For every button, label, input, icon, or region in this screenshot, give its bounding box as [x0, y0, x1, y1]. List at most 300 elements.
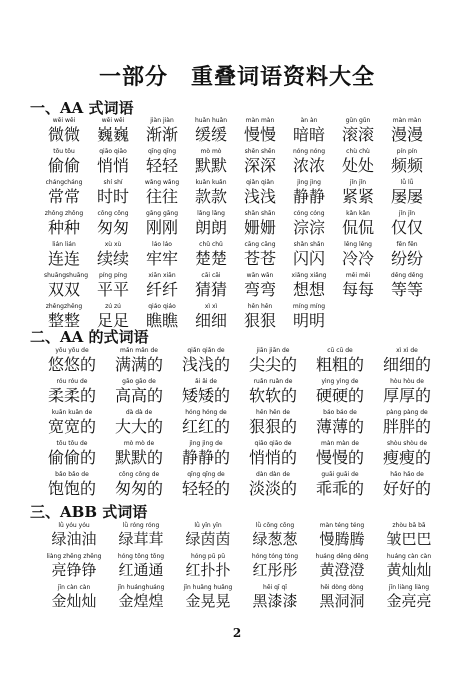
pinyin: jiān jiān de: [256, 347, 290, 354]
pinyin: shān shān: [244, 210, 276, 217]
word-entry: [111, 584, 171, 611]
word-entry: [191, 241, 231, 268]
page-title: 一部分 重叠词语资料大全: [98, 64, 375, 90]
pinyin: zú zú: [105, 303, 121, 310]
pinyin: shí shí: [103, 179, 123, 186]
pinyin: shuāngshuāng: [44, 272, 89, 279]
pinyin: qiāo qiāo de: [254, 440, 292, 447]
word-entry: [289, 303, 329, 330]
pinyin: jīn càn càn: [57, 584, 91, 591]
chinese-word: 悠悠的: [47, 355, 96, 374]
chinese-word: 匆匆的: [114, 479, 163, 498]
pinyin: děng děng: [390, 272, 424, 279]
chinese-word: 慢慢: [243, 125, 276, 144]
chinese-word: 种种: [47, 218, 80, 237]
word-entry: [191, 179, 231, 206]
pinyin: píng píng: [98, 272, 128, 279]
chinese-word: 金晃晃: [185, 592, 231, 610]
chinese-word: 朗朗: [194, 218, 227, 237]
pinyin: zhǒng zhǒng: [44, 210, 84, 217]
pinyin: lǜ yīn yīn: [194, 522, 222, 529]
word-entry: [44, 210, 84, 237]
pinyin: jǐn jǐn: [398, 210, 416, 217]
chinese-word: 双双: [47, 280, 80, 299]
chinese-word: 姗姗: [243, 218, 276, 237]
pinyin: jīn liàng liàng: [388, 584, 430, 591]
pinyin: wān wān: [246, 272, 274, 279]
chinese-word: 侃侃: [341, 218, 374, 237]
chinese-word: 轻轻: [145, 156, 178, 175]
chinese-word: 轻轻的: [181, 479, 230, 498]
pinyin: liàng zhēng zhēng: [46, 553, 102, 560]
chinese-word: 黄澄澄: [319, 561, 365, 579]
word-entry: [142, 117, 182, 144]
chinese-word: 柔柔的: [47, 386, 96, 405]
pinyin: wǎng wǎng: [144, 179, 180, 186]
word-entry: [379, 584, 439, 611]
section-heading-aa-de: 二、AA 的式词语: [30, 328, 149, 346]
chinese-word: 红彤彤: [252, 561, 298, 579]
pinyin: huǎn huǎn: [194, 117, 228, 124]
pinyin: shòu shòu de: [386, 440, 428, 447]
chinese-word: 纷纷: [390, 249, 423, 268]
word-entry: [240, 210, 280, 237]
pinyin: màn màn de: [321, 440, 359, 447]
pinyin: àn àn: [300, 117, 318, 124]
pinyin: hēi qī qī: [263, 584, 287, 591]
pinyin: lěng lěng: [344, 241, 372, 248]
pinyin: lǜ cōng cōng: [255, 522, 295, 529]
chinese-word: 金煌煌: [118, 592, 164, 610]
pinyin: shēn shēn: [244, 148, 276, 155]
word-entry: [191, 148, 231, 175]
pinyin: chángcháng: [45, 179, 83, 186]
pinyin: lǎng lǎng: [197, 210, 225, 217]
chinese-word: 漫漫: [390, 125, 423, 144]
pinyin: chù chù: [346, 148, 370, 155]
word-entry: [44, 440, 100, 467]
chinese-word: 悄悄的: [248, 448, 297, 467]
pinyin: hěn hěn de: [256, 409, 290, 416]
pinyin: yìng yìng de: [321, 378, 359, 385]
chinese-word: 满满的: [114, 355, 163, 374]
chinese-word: 屡屡: [390, 187, 423, 206]
pinyin: jiàn jiàn: [150, 117, 174, 124]
word-entry: [191, 117, 231, 144]
word-entry: [245, 553, 305, 580]
chinese-word: 亮铮铮: [51, 561, 97, 579]
pinyin: jīn huǎng huǎng: [183, 584, 233, 591]
word-entry: [178, 378, 234, 405]
chinese-word: 想想: [292, 280, 325, 299]
pinyin: jìng jìng de: [189, 440, 223, 447]
word-entry: [142, 179, 182, 206]
pinyin: shǎn shǎn: [293, 241, 325, 248]
word-entry: [111, 440, 167, 467]
chinese-word: 金灿灿: [51, 592, 97, 610]
pinyin: qiǎn qiǎn de: [187, 347, 225, 354]
word-entry: [178, 471, 234, 498]
page-number: 2: [232, 626, 242, 640]
chinese-word: 红红的: [181, 417, 230, 436]
pinyin: zhòu bā bā: [392, 522, 426, 529]
chinese-word: 牢牢: [145, 249, 178, 268]
word-entry: [289, 117, 329, 144]
chinese-word: 黑洞洞: [319, 592, 365, 610]
chinese-word: 静静的: [181, 448, 230, 467]
word-entry: [240, 272, 280, 299]
pinyin: jīn huánghuáng: [117, 584, 165, 591]
word-entry: [379, 347, 435, 374]
chinese-word: 胖胖的: [382, 417, 431, 436]
pinyin: xù xù: [104, 241, 122, 248]
word-entry: [111, 347, 167, 374]
word-entry: [142, 272, 182, 299]
pinyin: lǜ róng róng: [122, 522, 160, 529]
word-entry: [312, 553, 372, 580]
chinese-word: 冷冷: [341, 249, 374, 268]
word-entry: [44, 584, 104, 611]
pinyin: cōng cōng: [97, 210, 129, 217]
word-entry: [142, 241, 182, 268]
section-heading-abb: 三、ABB 式词语: [30, 503, 148, 521]
word-entry: [338, 179, 378, 206]
pinyin: gāo gāo de: [122, 378, 156, 385]
chinese-word: 悄悄: [96, 156, 129, 175]
word-entry: [379, 378, 435, 405]
word-entry: [312, 409, 368, 436]
word-entry: [44, 241, 84, 268]
chinese-word: 细细: [194, 311, 227, 330]
word-entry: [312, 378, 368, 405]
chinese-word: 绿油油: [51, 530, 97, 548]
pinyin: fēn fēn: [396, 241, 418, 248]
word-entry: [111, 471, 167, 498]
chinese-word: 好好的: [382, 479, 431, 498]
chinese-word: 瞧瞧: [145, 311, 178, 330]
pinyin: gǔn gǔn: [345, 117, 371, 124]
word-entry: [178, 409, 234, 436]
pinyin: mǎn mǎn de: [120, 347, 158, 354]
word-entry: [245, 378, 301, 405]
pinyin: xiǎng xiǎng: [291, 272, 327, 279]
pinyin: hóng tōng tōng: [117, 553, 165, 560]
word-entry: [338, 272, 378, 299]
pinyin: tōu tōu: [53, 148, 75, 155]
chinese-word: 匆匆: [96, 218, 129, 237]
word-entry: [240, 241, 280, 268]
word-entry: [44, 272, 89, 299]
pinyin: mò mò de: [123, 440, 155, 447]
chinese-word: 楚楚: [194, 249, 227, 268]
pinyin: cōng cōng de: [118, 471, 160, 478]
pinyin: róu róu de: [56, 378, 88, 385]
chinese-word: 薄薄的: [315, 417, 364, 436]
pinyin: dàn dàn de: [256, 471, 290, 478]
chinese-word: 平平: [96, 280, 129, 299]
word-entry: [289, 179, 329, 206]
chinese-word: 粗粗的: [315, 355, 364, 374]
chinese-word: 频频: [390, 156, 423, 175]
word-entry: [289, 241, 329, 268]
chinese-word: 软软的: [248, 386, 297, 405]
word-entry: [245, 471, 301, 498]
chinese-word: 矮矮的: [181, 386, 230, 405]
chinese-word: 红扑扑: [185, 561, 231, 579]
pinyin: kǎn kǎn: [346, 210, 370, 217]
word-entry: [178, 584, 238, 611]
word-entry: [387, 117, 427, 144]
word-entry: [312, 471, 368, 498]
chinese-word: 狠狠的: [248, 417, 297, 436]
pinyin: tōu tōu de: [56, 440, 88, 447]
chinese-word: 黄灿灿: [386, 561, 432, 579]
word-entry: [245, 440, 301, 467]
pinyin: mò mò: [200, 148, 222, 155]
word-entry: [44, 553, 104, 580]
pinyin: pín pín: [396, 148, 418, 155]
word-entry: [312, 584, 372, 611]
chinese-word: 黑漆漆: [252, 592, 298, 610]
pinyin: dà dà de: [125, 409, 153, 416]
word-entry: [191, 272, 231, 299]
chinese-word: 饱饱的: [47, 479, 96, 498]
pinyin: láo láo: [152, 241, 172, 248]
pinyin: hòu hòu de: [390, 378, 424, 385]
pinyin: ruǎn ruǎn de: [253, 378, 293, 385]
chinese-word: 淙淙: [292, 218, 325, 237]
word-entry: [289, 272, 329, 299]
chinese-word: 细细的: [382, 355, 431, 374]
word-entry: [178, 347, 234, 374]
chinese-word: 闪闪: [292, 249, 325, 268]
chinese-word: 金亮亮: [386, 592, 432, 610]
chinese-word: 连连: [47, 249, 80, 268]
pinyin: wēi wēi: [52, 117, 76, 124]
chinese-word: 宽宽的: [47, 417, 96, 436]
word-entry: [178, 522, 238, 549]
word-entry: [191, 210, 231, 237]
chinese-word: 微微: [47, 125, 80, 144]
chinese-word: 缓缓: [194, 125, 227, 144]
pinyin: chǔ chǔ: [199, 241, 223, 248]
word-entry: [289, 148, 329, 175]
pinyin: ǎi ǎi de: [194, 378, 217, 385]
pinyin: gāng gāng: [145, 210, 179, 217]
pinyin: màn màn: [245, 117, 275, 124]
word-entry: [111, 409, 167, 436]
word-entry: [240, 303, 280, 330]
word-entry: [93, 210, 133, 237]
chinese-word: 尖尖的: [248, 355, 297, 374]
chinese-word: 续续: [96, 249, 129, 268]
chinese-word: 大大的: [114, 417, 163, 436]
chinese-word: 渐渐: [145, 125, 178, 144]
word-entry: [44, 522, 104, 549]
word-entry: [338, 148, 378, 175]
word-entry: [93, 148, 133, 175]
pinyin: cāng cāng: [244, 241, 276, 248]
chinese-word: 等等: [390, 280, 423, 299]
section-heading-aa: 一、AA 式词语: [30, 99, 134, 117]
pinyin: hēi dòng dòng: [320, 584, 364, 591]
pinyin: xì xì: [204, 303, 218, 310]
chinese-word: 默默的: [114, 448, 163, 467]
pinyin: bǎo bǎo de: [55, 471, 89, 478]
word-entry: [44, 471, 100, 498]
word-entry: [245, 584, 305, 611]
chinese-word: 猜猜: [194, 280, 227, 299]
word-entry: [379, 440, 435, 467]
chinese-word: 巍巍: [96, 125, 129, 144]
pinyin: cāi cāi: [201, 272, 221, 279]
word-entry: [111, 553, 171, 580]
chinese-word: 深深: [243, 156, 276, 175]
pinyin: xiān xiān: [148, 272, 176, 279]
word-entry: [111, 378, 167, 405]
word-entry: [240, 148, 280, 175]
chinese-word: 绿茵茵: [185, 530, 231, 548]
pinyin: hóng hóng de: [185, 409, 227, 416]
pinyin: kuǎn kuǎn: [195, 179, 227, 186]
pinyin: màn màn: [392, 117, 422, 124]
word-entry: [44, 378, 100, 405]
word-entry: [142, 210, 182, 237]
pinyin: hóng pū pū: [190, 553, 226, 560]
word-entry: [387, 241, 427, 268]
word-entry: [178, 440, 234, 467]
chinese-word: 暗暗: [292, 125, 325, 144]
chinese-word: 皱巴巴: [386, 530, 432, 548]
chinese-word: 足足: [96, 311, 129, 330]
word-entry: [338, 241, 378, 268]
pinyin: hóng tóng tóng: [251, 553, 299, 560]
pinyin: míng míng: [292, 303, 326, 310]
chinese-word: 明明: [292, 311, 325, 330]
word-entry: [93, 117, 133, 144]
pinyin: měi měi: [345, 272, 371, 279]
word-entry: [338, 117, 378, 144]
word-entry: [44, 179, 84, 206]
pinyin: zhěngzhěng: [45, 303, 83, 310]
word-entry: [178, 553, 238, 580]
chinese-word: 纤纤: [145, 280, 178, 299]
chinese-word: 偷偷: [47, 156, 80, 175]
chinese-word: 静静: [292, 187, 325, 206]
chinese-word: 处处: [341, 156, 374, 175]
word-entry: [387, 148, 427, 175]
word-entry: [245, 522, 305, 549]
chinese-word: 弯弯: [243, 280, 276, 299]
chinese-word: 高高的: [114, 386, 163, 405]
chinese-word: 浅浅: [243, 187, 276, 206]
chinese-word: 苍苍: [243, 249, 276, 268]
word-entry: [44, 409, 100, 436]
word-entry: [240, 179, 280, 206]
word-entry: [312, 522, 372, 549]
chinese-word: 时时: [96, 187, 129, 206]
chinese-word: 慢慢的: [315, 448, 364, 467]
word-entry: [387, 179, 427, 206]
word-entry: [93, 272, 133, 299]
chinese-word: 往往: [145, 187, 178, 206]
pinyin: lǚ lǚ: [400, 179, 414, 186]
pinyin: nóng nóng: [292, 148, 326, 155]
word-entry: [44, 148, 84, 175]
chinese-word: 红通通: [118, 561, 164, 579]
chinese-word: 偷偷的: [47, 448, 96, 467]
word-entry: [387, 272, 427, 299]
pinyin: cū cū de: [327, 347, 353, 354]
word-entry: [93, 179, 133, 206]
pinyin: hǎo hǎo de: [390, 471, 424, 478]
chinese-word: 默默: [194, 156, 227, 175]
word-entry: [245, 409, 301, 436]
chinese-word: 厚厚的: [382, 386, 431, 405]
pinyin: lián lián: [52, 241, 76, 248]
pinyin: qiǎn qiǎn: [246, 179, 274, 186]
word-entry: [44, 347, 100, 374]
word-entry: [93, 241, 133, 268]
chinese-word: 每每: [341, 280, 374, 299]
chinese-word: 紧紧: [341, 187, 374, 206]
word-entry: [289, 210, 329, 237]
pinyin: lǜ yóu yóu: [58, 522, 90, 529]
chinese-word: 狠狠: [243, 311, 276, 330]
pinyin: pàng pàng de: [386, 409, 428, 416]
pinyin: jǐn jǐn: [349, 179, 367, 186]
pinyin: màn téng téng: [319, 522, 365, 529]
pinyin: kuān kuān de: [51, 409, 93, 416]
chinese-word: 浅浅的: [181, 355, 230, 374]
chinese-word: 硬硬的: [315, 386, 364, 405]
word-entry: [111, 522, 171, 549]
word-entry: [379, 409, 435, 436]
pinyin: cóng cóng: [293, 210, 325, 217]
word-entry: [338, 210, 378, 237]
pinyin: wēi wēi: [101, 117, 125, 124]
word-entry: [379, 522, 439, 549]
pinyin: guāi guāi de: [321, 471, 359, 478]
pinyin: huáng dēng dēng: [315, 553, 369, 560]
word-entry: [387, 210, 427, 237]
word-entry: [191, 303, 231, 330]
chinese-word: 仅仅: [390, 218, 423, 237]
pinyin: hěn hěn: [247, 303, 273, 310]
chinese-word: 淡淡的: [248, 479, 297, 498]
chinese-word: 整整: [47, 311, 80, 330]
chinese-word: 乖乖的: [315, 479, 364, 498]
word-entry: [44, 117, 84, 144]
pinyin: qīng qīng de: [187, 471, 225, 478]
word-entry: [379, 471, 435, 498]
word-entry: [245, 347, 301, 374]
pinyin: qiāo qiāo: [99, 148, 127, 155]
chinese-word: 常常: [47, 187, 80, 206]
pinyin: xì xì de: [396, 347, 418, 354]
word-entry: [240, 117, 280, 144]
chinese-word: 浓浓: [292, 156, 325, 175]
chinese-word: 绿葱葱: [252, 530, 298, 548]
pinyin: huáng càn càn: [386, 553, 432, 560]
chinese-word: 款款: [194, 187, 227, 206]
word-entry: [312, 347, 368, 374]
pinyin: jìng jìng: [297, 179, 321, 186]
chinese-word: 滚滚: [341, 125, 374, 144]
pinyin: qiáo qiáo: [148, 303, 176, 310]
pinyin: qīng qīng: [147, 148, 177, 155]
pinyin: báo báo de: [323, 409, 357, 416]
